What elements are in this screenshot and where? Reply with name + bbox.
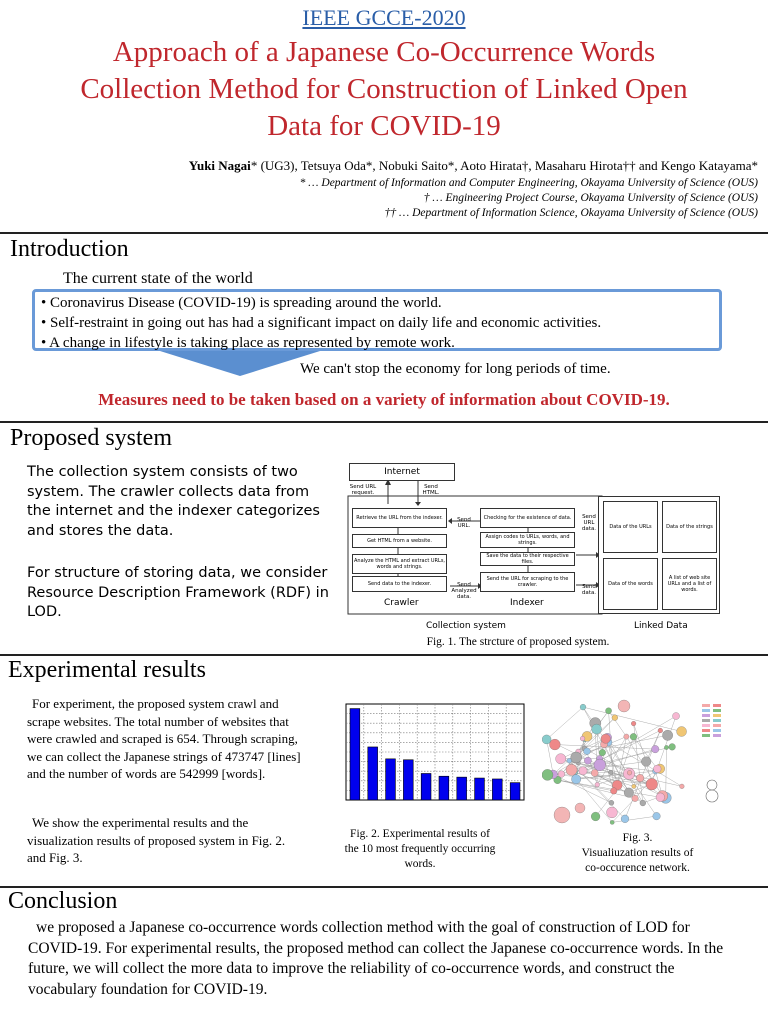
network-node bbox=[609, 800, 614, 805]
network-edge bbox=[634, 724, 647, 762]
network-node bbox=[591, 812, 600, 821]
fig1-caption: Fig. 1. The strcture of proposed system. bbox=[426, 636, 610, 648]
bar-9 bbox=[492, 779, 502, 800]
poster-title bbox=[0, 34, 768, 145]
legend-swatch bbox=[713, 719, 721, 722]
conclusion-text: we proposed a Japanese co-occurrence words collection method with the goal of construction of LOD for COVID-19. For experimental results, the proposed method can collect the Japanese co-occurrence words. In the future, we will collect the more data to improve the reliability of co-occurrence words, and construct the vocabulary foundation for COVID-19. bbox=[28, 919, 724, 998]
section-heading-conclusion: Conclusion bbox=[8, 888, 118, 914]
title-line: Approach of a Japanese Co-Occurrence Words bbox=[112, 36, 656, 68]
network-node bbox=[595, 782, 600, 787]
network-node bbox=[664, 745, 668, 749]
bullet-box bbox=[32, 289, 722, 351]
intro-note: We can't stop the economy for long periods of time. bbox=[300, 361, 611, 377]
network-node bbox=[607, 807, 618, 818]
network-node bbox=[601, 734, 610, 743]
indexer-step: Save the data to their respective files. bbox=[480, 552, 575, 566]
conference-name[interactable]: IEEE GCCE-2020 bbox=[302, 5, 466, 30]
other-authors: * (UG3), Tetsuya Oda*, Nobuki Saito*, Aoto Hirata†, Masaharu Hirota†† and Kengo Katayama* bbox=[250, 158, 758, 173]
network-edge bbox=[666, 747, 667, 797]
bar-10 bbox=[510, 783, 520, 800]
network-node bbox=[624, 788, 633, 797]
legend-swatch bbox=[713, 734, 721, 737]
author-list bbox=[8, 158, 758, 174]
label-send-data: Send data. bbox=[581, 584, 597, 596]
network-node bbox=[610, 788, 617, 795]
network-node bbox=[630, 733, 637, 740]
legend-swatch bbox=[713, 714, 721, 717]
bar-2 bbox=[368, 747, 378, 800]
label-indexer: Indexer bbox=[510, 598, 544, 608]
network-node bbox=[558, 771, 565, 778]
affiliation: †† … Department of Information Science, Okayama University of Science (OUS) bbox=[384, 207, 758, 219]
experimental-para-1: For experiment, the proposed system crawl and scrape websites. The total number of websites that were crawled and scraped is 654. Through scraping, we can collect the Japanese strings of 473747 [lines] and the number of words are 542999 [words]. bbox=[27, 696, 301, 781]
linked-data-cell: Data of the URLs bbox=[603, 501, 658, 553]
label-linked-data: Linked Data bbox=[634, 621, 688, 631]
intro-emphasis: Measures need to be taken based on a variety of information about COVID-19. bbox=[98, 390, 670, 409]
legend-size-circle bbox=[706, 790, 718, 802]
network-node bbox=[571, 752, 582, 763]
bullet-item: • Coronavirus Disease (COVID-19) is spreading around the world. bbox=[41, 295, 442, 311]
section-divider bbox=[0, 232, 768, 234]
network-node bbox=[656, 793, 665, 802]
bar-4 bbox=[403, 760, 413, 800]
legend-swatch bbox=[702, 719, 710, 722]
label-send-html: Send HTML. bbox=[422, 484, 440, 496]
bar-7 bbox=[457, 777, 467, 800]
network-node bbox=[571, 775, 580, 784]
network-node bbox=[579, 767, 587, 775]
label-collection-system: Collection system bbox=[426, 621, 506, 631]
network-node bbox=[631, 721, 636, 726]
network-node bbox=[605, 708, 611, 714]
network-node bbox=[612, 715, 618, 721]
crawler-step: Get HTML from a website. bbox=[352, 534, 447, 548]
network-node bbox=[591, 769, 598, 776]
title-line: Data for COVID-19 bbox=[267, 110, 501, 142]
network-node bbox=[594, 759, 606, 771]
indexer-step: Assign codes to URLs, words, and strings. bbox=[480, 532, 575, 548]
bar-6 bbox=[439, 776, 449, 800]
network-node bbox=[542, 735, 551, 744]
bullet-item: • A change in lifestyle is taking place as represented by remote work. bbox=[41, 335, 455, 351]
linked-data-cell: Data of the words bbox=[603, 558, 658, 610]
network-node bbox=[669, 744, 676, 751]
network-node bbox=[580, 704, 586, 710]
section-heading-proposed: Proposed system bbox=[10, 425, 172, 451]
system-diagram bbox=[340, 460, 730, 640]
network-node bbox=[646, 778, 658, 790]
fig3-caption-line: Fig. 3. bbox=[622, 832, 653, 844]
network-node bbox=[618, 700, 630, 712]
label-send-url-data: Send URL data. bbox=[581, 514, 597, 532]
proposed-para-1: The collection system consists of two system. The crawler collects data from the internet and the indexer categorizes and stores the data. bbox=[27, 464, 320, 539]
title-line: Collection Method for Construction of Linked Open bbox=[80, 73, 688, 105]
legend-size-circle bbox=[707, 780, 717, 790]
network-node bbox=[653, 812, 661, 820]
legend-swatch bbox=[702, 724, 710, 727]
network-edge bbox=[547, 707, 583, 739]
first-author: Yuki Nagai bbox=[188, 158, 251, 173]
section-heading-introduction: Introduction bbox=[10, 236, 129, 262]
network-edge bbox=[612, 816, 656, 822]
linked-data-cell: A list of web site URLs and a list of words. bbox=[662, 558, 717, 610]
label-send-url-request: Send URL request. bbox=[349, 484, 377, 496]
legend-swatch bbox=[713, 724, 721, 727]
network-node bbox=[599, 749, 606, 756]
network-node bbox=[621, 815, 629, 823]
network-edge bbox=[657, 716, 676, 769]
legend-swatch bbox=[702, 714, 710, 717]
network-node bbox=[658, 728, 663, 733]
crawler-step: Analyze the HTML and extract URLs, words and strings. bbox=[352, 554, 447, 574]
network-node bbox=[653, 765, 661, 773]
section-divider bbox=[0, 421, 768, 423]
legend-swatch bbox=[713, 729, 721, 732]
legend-swatch bbox=[702, 734, 710, 737]
network-edge bbox=[558, 780, 614, 791]
word-frequency-chart bbox=[340, 698, 530, 806]
indexer-step: Send the URL for scraping to the crawler. bbox=[480, 572, 575, 592]
fig3-caption-line: co-occurence network. bbox=[585, 862, 690, 874]
network-node bbox=[677, 727, 687, 737]
network-node bbox=[636, 774, 644, 782]
bar-5 bbox=[421, 773, 431, 800]
network-node bbox=[624, 734, 629, 739]
network-node bbox=[580, 736, 585, 741]
affiliation: * … Department of Information and Computer Engineering, Okayama University of Science (OUS) bbox=[299, 177, 758, 189]
co-occurrence-network-image bbox=[542, 690, 730, 828]
network-node bbox=[662, 730, 672, 740]
bar-1 bbox=[350, 709, 360, 800]
network-node bbox=[673, 713, 680, 720]
indexer-step: Checking for the existence of data. bbox=[480, 508, 575, 528]
network-node bbox=[592, 724, 602, 734]
network-node bbox=[575, 803, 585, 813]
affiliation: † … Engineering Project Course, Okayama University of Science (OUS) bbox=[423, 192, 758, 204]
section-divider bbox=[0, 654, 768, 656]
bullet-item: • Self-restraint in going out has had a significant impact on daily life and economic activities. bbox=[41, 315, 602, 331]
legend-swatch bbox=[702, 704, 710, 707]
linked-data-cell: Data of the strings bbox=[662, 501, 717, 553]
label-send-url: Send URL. bbox=[457, 517, 471, 529]
down-arrow-icon bbox=[160, 351, 320, 377]
network-node bbox=[566, 764, 577, 775]
network-edge bbox=[609, 711, 627, 737]
legend-swatch bbox=[713, 709, 721, 712]
network-node bbox=[627, 770, 632, 775]
network-node bbox=[610, 820, 614, 824]
experimental-para-2: We show the experimental results and the visualization results of proposed system in Fig. 2. and Fig. 3. bbox=[27, 815, 286, 865]
network-node bbox=[609, 770, 613, 774]
network-node bbox=[641, 757, 651, 767]
fig3-caption-line: Visualiuzation results of bbox=[581, 847, 694, 859]
legend-swatch bbox=[702, 729, 710, 732]
network-node bbox=[632, 795, 639, 802]
network-node bbox=[542, 769, 553, 780]
crawler-step: Send data to the indexer. bbox=[352, 576, 447, 592]
network-node bbox=[550, 739, 561, 750]
network-node bbox=[554, 807, 570, 823]
network-node bbox=[556, 754, 566, 764]
fig3-caption bbox=[545, 831, 730, 876]
proposed-para-2: For structure of storing data, we consider Resource Description Framework (RDF) in LOD. bbox=[27, 565, 329, 620]
bar-8 bbox=[475, 778, 485, 800]
intro-subheading: The current state of the world bbox=[63, 270, 253, 287]
network-node bbox=[584, 757, 591, 764]
network-node bbox=[651, 745, 659, 753]
label-send-analyzed-data: Send Analyzed data. bbox=[451, 582, 477, 600]
network-node bbox=[640, 800, 646, 806]
section-heading-experimental: Experimental results bbox=[8, 657, 206, 683]
crawler-step: Retrieve the URL from the indexer. bbox=[352, 508, 447, 528]
internet-box: Internet bbox=[349, 463, 455, 481]
fig2-caption: Fig. 2. Experimental results of the 10 most frequently occurring words. bbox=[344, 828, 496, 870]
bar-3 bbox=[386, 759, 396, 800]
legend-swatch bbox=[702, 709, 710, 712]
network-node bbox=[680, 784, 685, 789]
network-node bbox=[632, 784, 636, 788]
legend-swatch bbox=[713, 704, 721, 707]
label-crawler: Crawler bbox=[384, 598, 419, 608]
network-node bbox=[584, 748, 591, 755]
